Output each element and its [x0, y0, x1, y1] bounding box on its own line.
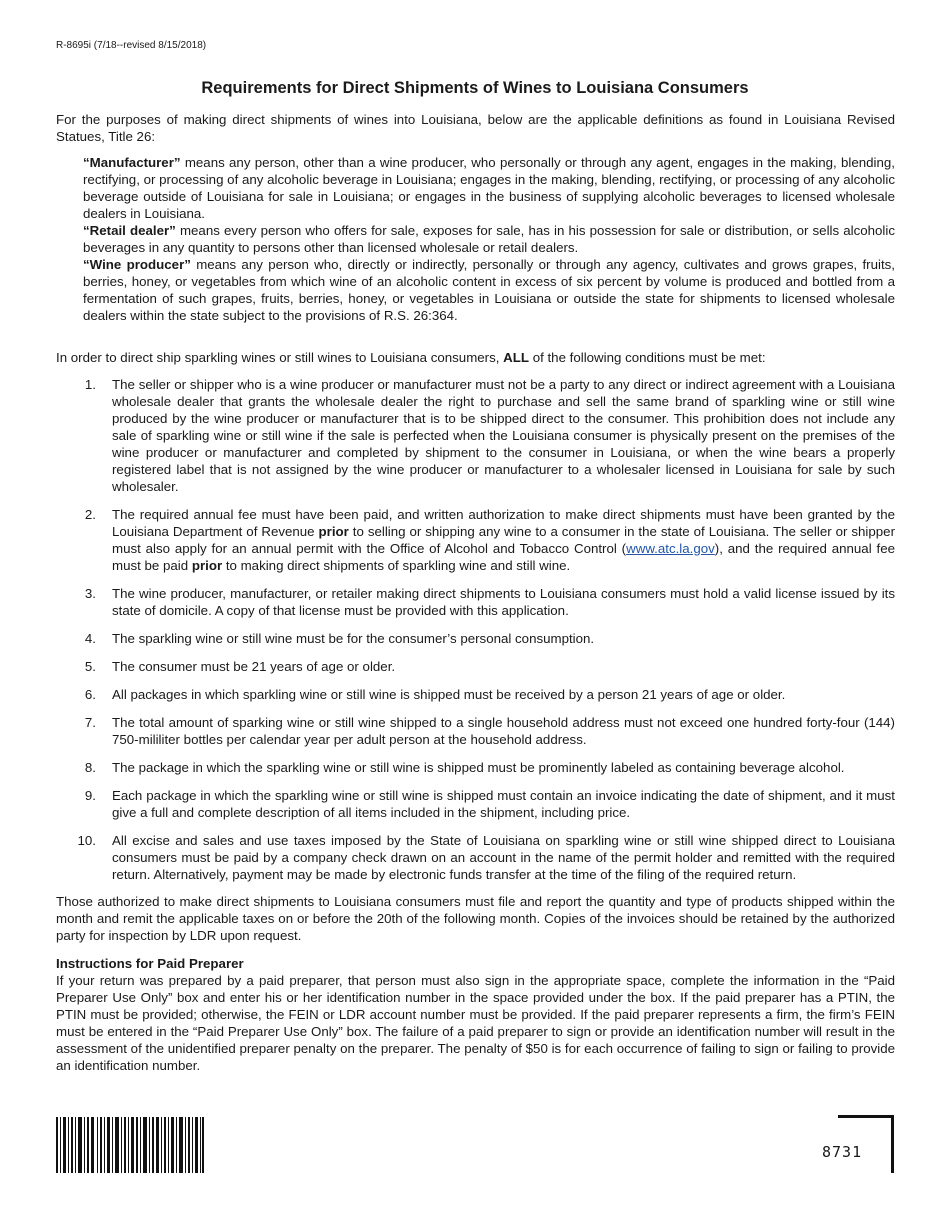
condition-text: The wine producer, manufacturer, or retailer making direct shipments to Louisiana consumers must hold a valid license issued by its state of domicile. A copy of that license must be provided with this application.	[112, 586, 895, 618]
condition-item	[56, 714, 895, 748]
paid-preparer-paragraph: If your return was prepared by a paid preparer, that person must also sign in the appropriate space, complete the information in the “Paid Preparer Use Only” box and enter his or her identification number in the space provided under the box. If the paid preparer has a PTIN, the PTIN must be provided; otherwise, the FEIN or LDR account number must be provided. If the paid preparer represents a firm, the firm’s FEIN must be entered in the “Paid Preparer Use Only” box. The failure of a paid preparer to sign or provide an identification number will result in the assessment of the unidentified preparer penalty on the preparer. The penalty of $50 is for each occurrence of failing to sign or failing to provide an identification number.	[56, 973, 895, 1073]
conditions-intro-text: In order to direct ship sparkling wines or still wines to Louisiana consumers,	[56, 350, 504, 365]
condition-text: All packages in which sparkling wine or still wine is shipped must be received by a person 21 years of age or older.	[112, 687, 786, 702]
condition-item	[56, 506, 895, 574]
definition-text: means any person, other than a wine producer, who personally or through any agent, engages in the making, blending, rectifying, or processing of any alcoholic beverage in Louisiana; engages in the making, blending, rectifying, or processing of any alcoholic beverage outside of Louisiana for sale in Louisiana; or engages in the business of supplying alcoholic beverages to licensed wholesale dealers in Louisiana.	[83, 155, 895, 221]
definition-manufacturer	[83, 154, 895, 222]
reporting-paragraph: Those authorized to make direct shipments to Louisiana consumers must file and report the quantity and type of products shipped within the month and remit the applicable taxes on or before the 20th of the following month. Copies of the invoices should be retained by the authorized party for inspection by LDR upon request.	[56, 894, 895, 943]
definition-term: “Wine producer”	[83, 257, 191, 272]
definition-term: “Retail dealer”	[83, 223, 176, 238]
conditions-intro-tail: of the following conditions must be met:	[529, 350, 766, 365]
condition-item	[56, 686, 895, 703]
prior-emphasis: prior	[191, 558, 223, 573]
condition-text: The required annual fee must have been paid, and written authorization to make direct shipments must have been granted by the Louisiana Department of Revenue	[112, 507, 895, 539]
condition-text: The seller or shipper who is a wine producer or manufacturer must not be a party to any direct or indirect agreement with a Louisiana wholesale dealer that grants the wholesale dealer the right to purchase and sell the same brand of sparkling wine or still wine produced by the wine producer or manufacturer that is to be shipped direct to the consumer. This prohibition does not include any sale of sparkling wine or still wine if the sale is perfected when the Louisiana consumer is physically present on the premises of the wine producer or manufacturer and completed by shipment to the consumer in Louisiana, or when the wine bears a properly registered label that is not assigned by the wine producer or manufacturer to a wholesaler licensed in Louisiana for sale by such wholesaler.	[112, 377, 895, 494]
condition-text: The sparkling wine or still wine must be for the consumer’s personal consumption.	[112, 631, 595, 646]
document-body	[56, 111, 895, 1074]
condition-item	[56, 585, 895, 619]
definition-wine-producer	[83, 256, 895, 324]
condition-text: to selling or shipping any wine to a consumer in the state of Louisiana. The seller or shipper must also apply for an annual permit with the Office of Alcohol and Tobacco Control (	[112, 524, 895, 556]
condition-text: The package in which the sparkling wine or still wine is shipped must be prominently labeled as containing beverage alcohol.	[112, 760, 845, 775]
paid-preparer-heading: Instructions for Paid Preparer	[56, 956, 244, 971]
condition-item	[56, 630, 895, 647]
condition-text: The total amount of sparking wine or still wine shipped to a single household address must not exceed one hundred forty-four (144) 750-mililiter bottles per calendar year per adult person at the household address.	[112, 715, 895, 747]
condition-number: 5.	[84, 659, 96, 674]
condition-text: The consumer must be 21 years of age or older.	[112, 659, 396, 674]
condition-number: 4.	[84, 631, 96, 646]
conditions-intro-all: ALL	[503, 350, 529, 365]
condition-text: All excise and sales and use taxes imposed by the State of Louisiana on sparkling wine or still wine shipped direct to Louisiana consumers must be paid by a company check drawn on an account in the name of the permit holder and remitted with the required return. Alternatively, payment may be made by electronic funds transfer at the time of the filing of the required return.	[112, 833, 895, 882]
condition-text: ), and the required annual fee must be paid	[112, 541, 895, 573]
condition-item	[56, 759, 895, 776]
condition-item	[56, 832, 895, 883]
barcode	[56, 1117, 204, 1173]
conditions-intro	[56, 349, 895, 366]
condition-item	[56, 658, 895, 675]
condition-number: 3.	[84, 586, 96, 601]
conditions-list	[56, 376, 895, 883]
condition-text: Each package in which the sparkling wine or still wine is shipped must contain an invoice indicating the date of shipment, and it must give a full and complete description of all items included in the shipment, including price.	[112, 788, 895, 820]
condition-number: 8.	[84, 760, 96, 775]
intro-paragraph: For the purposes of making direct shipments of wines into Louisiana, below are the applicable definitions as found in Louisiana Revised Statues, Title 26:	[56, 112, 895, 144]
page-title: Requirements for Direct Shipments of Wines to Louisiana Consumers	[201, 79, 749, 97]
condition-item	[56, 376, 895, 495]
condition-number: 10.	[77, 833, 96, 848]
prior-emphasis: prior	[318, 524, 349, 539]
condition-number: 1.	[84, 377, 96, 392]
form-number: R-8695i (7/18--revised 8/15/2018)	[56, 40, 207, 51]
condition-number: 2.	[84, 507, 96, 522]
condition-item	[56, 787, 895, 821]
definitions	[83, 154, 895, 324]
definition-retail-dealer	[83, 222, 895, 256]
definition-text: means every person who offers for sale, exposes for sale, has in his possession for sale or distribution, or sells alcoholic beverages in any quantity to persons other than licensed wholesale or retail dealers.	[83, 223, 895, 255]
condition-number: 7.	[84, 715, 96, 730]
condition-text: to making direct shipments of sparkling wine and still wine.	[222, 558, 571, 573]
condition-number: 6.	[84, 687, 96, 702]
page-code: 8731	[822, 1143, 863, 1161]
condition-number: 9.	[84, 788, 96, 803]
atc-website-link[interactable]: www.atc.la.gov	[626, 541, 715, 556]
definition-text: means any person who, directly or indirectly, personally or through any agency, cultivates and grows grapes, fruits, berries, honey, or vegetables from which wine of an alcoholic content in excess of six percent by volume is produced and bottled from a fermentation of such grapes, fruits, berries, honey, or vegetables in Louisiana or outside the state for shipments to licensed wholesale dealers within the state subject to the provisions of R.S. 26:364.	[83, 257, 895, 323]
definition-term: “Manufacturer”	[83, 155, 181, 170]
